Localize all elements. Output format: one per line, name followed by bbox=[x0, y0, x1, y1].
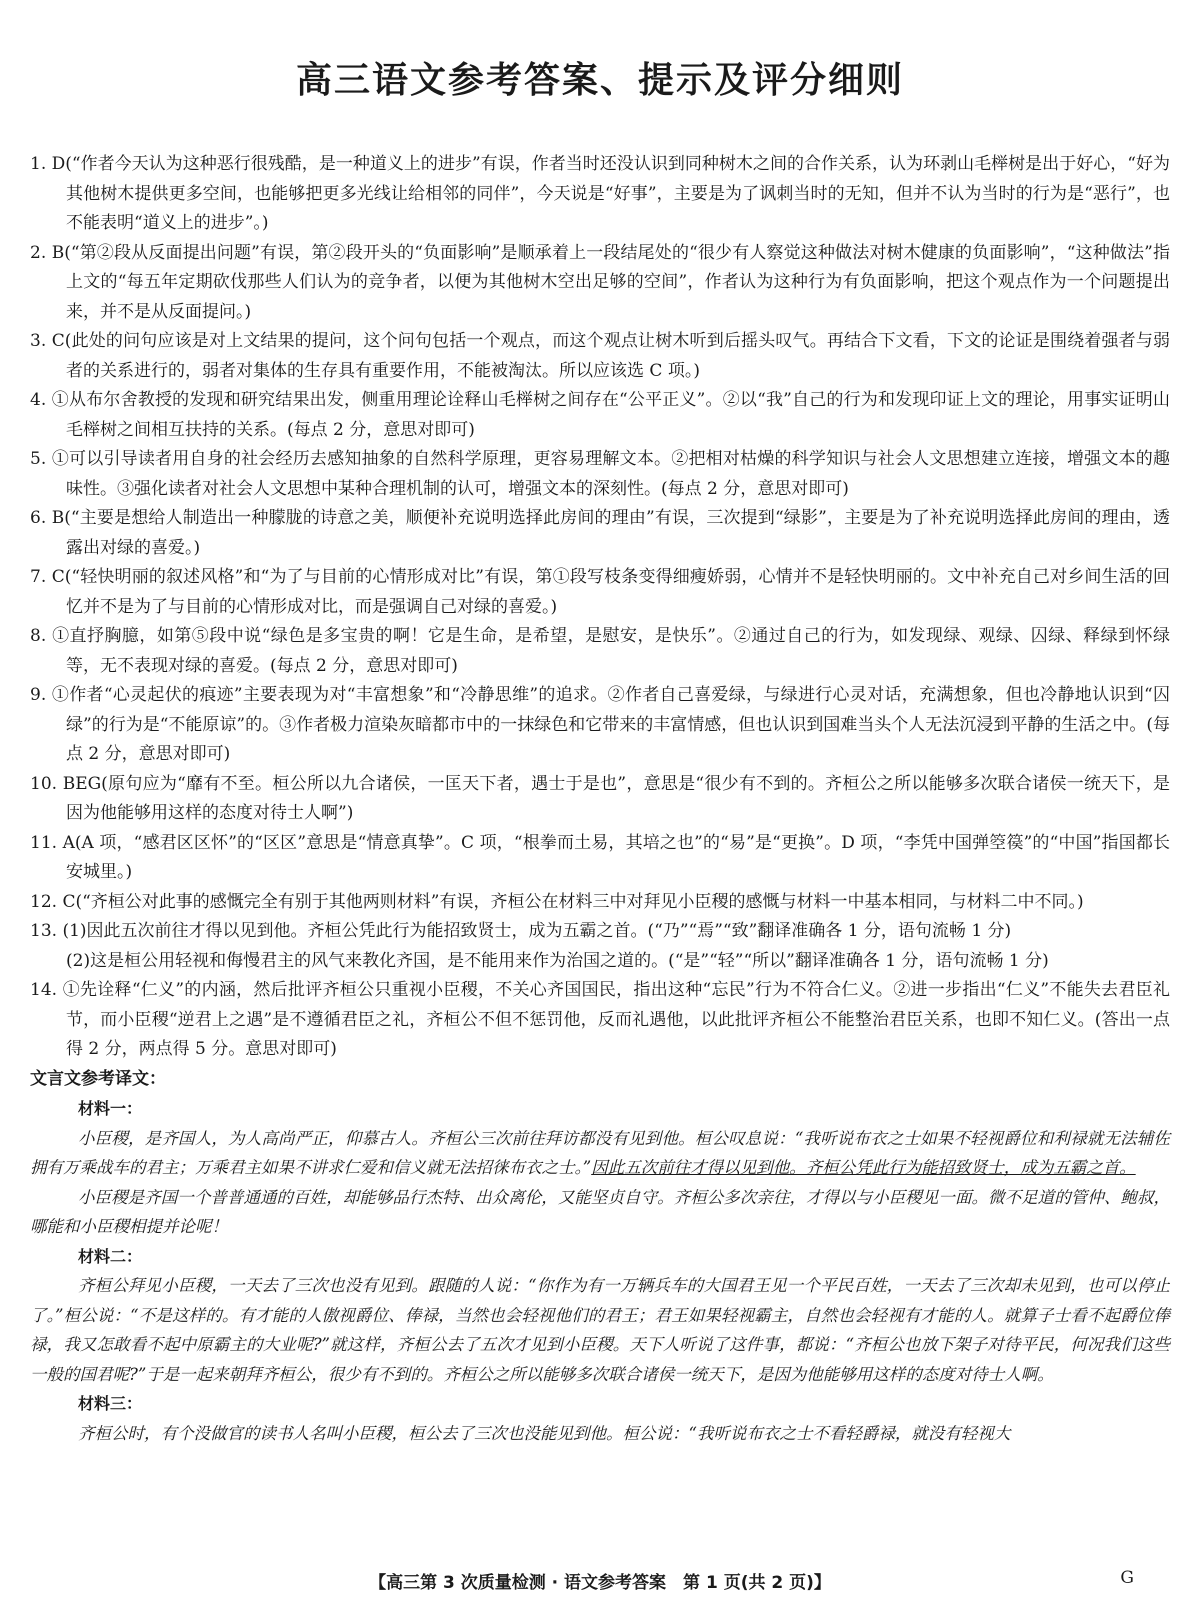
material-1-underlined-text: 因此五次前往才得以见到他。齐桓公凭此行为能招致贤士，成为五霸之首。 bbox=[591, 1158, 1136, 1177]
material-3-paragraph: 齐桓公时，有个没做官的读书人名叫小臣稷，桓公去了三次也没能见到他。桓公说：“我听说布衣之士不看轻爵禄，就没有轻视大 bbox=[78, 1423, 1011, 1443]
page-footer: 【高三第 3 次质量检测 · 语文参考答案 第 1 页(共 2 页)】 bbox=[369, 1573, 831, 1593]
material-2-paragraph: 齐桓公拜见小臣稷，一天去了三次也没有见到。跟随的人说：“你作为有一万辆兵车的大国君王见一个平民百姓，一天去了三次却未见到，也可以停止了。”桓公说：“不是这样的。有才能的人傲视爵位、俸禄，当然也会轻视他们的君王；君王如果轻视霸主，自然也会轻视有才能的人。就算子士看不起爵位俸禄，我又怎敢看不起中原霸主的大业呢?”就这样，齐桓公去了五次才见到小臣稷。天下人听说了这件事，都说：“齐桓公也放下架子对待平民，何况我们这些一般的国君呢?”于是一起来朝拜齐桓公，很少有不到的。齐桓公之所以能够多次联合诸侯一统天下，是因为他能够用这样的态度对待士人啊。 bbox=[30, 1276, 1170, 1384]
translation-heading: 文言文参考译文： bbox=[30, 1068, 166, 1089]
material-1-paragraph-1 bbox=[30, 1124, 1170, 1183]
answer-item-8: 8. ①直抒胸臆，如第⑤段中说“绿色是多宝贵的啊！它是生命，是希望，是慰安，是快乐”。②通过自己的行为，如发现绿、观绿、囚绿、释绿到怀绿等，无不表现对绿的喜爱。(每点 2 分，意思对即可) bbox=[30, 626, 1170, 676]
answer-item-13-part2: (2)这是桓公用轻视和侮慢君主的风气来教化齐国，是不能用来作为治国之道的。(“是”“轻”“所以”翻译准确各 1 分，语句流畅 1 分) bbox=[66, 950, 1049, 971]
answer-item-13-part1: 13. (1)因此五次前往才得以见到他。齐桓公凭此行为能招致贤士，成为五霸之首。(“乃”“焉”“致”翻译准确各 1 分，语句流畅 1 分) bbox=[30, 921, 1012, 941]
answers-content bbox=[30, 150, 1170, 1448]
answer-item-11: 11. A(A 项，“感君区区怀”的“区区”意思是“情意真挚”。C 项，“根拳而土易，其培之也”的“易”是“更换”。D 项，“李凭中国弹箜篌”的“中国”指国都长安城里。) bbox=[30, 832, 1170, 882]
material-2-heading: 材料二： bbox=[78, 1246, 143, 1266]
answer-item-5: 5. ①可以引导读者用自身的社会经历去感知抽象的自然科学原理，更容易理解文本。②把相对枯燥的科学知识与社会人文思想建立连接，增强文本的趣味性。③强化读者对社会人文思想中某种合理机制的认可，增强文本的深刻性。(每点 2 分，意思对即可) bbox=[30, 449, 1170, 499]
answer-item-7: 7. C(“轻快明丽的叙述风格”和“为了与目前的心情形成对比”有误，第①段写枝条变得细瘦娇弱，心情并不是轻快明丽的。文中补充自己对乡间生活的回忆并不是为了与目前的心情形成对比，而是强调自己对绿的喜爱。) bbox=[30, 567, 1170, 617]
answer-item-1: 1. D(“作者今天认为这种恶行很残酷，是一种道义上的进步”有误，作者当时还没认识到同种树木之间的合作关系，认为环剥山毛榉树是出于好心，“好为其他树木提供更多空间，也能够把更多光线让给相邻的同伴”，今天说是“好事”，主要是为了讽刺当时的无知，但并不认为当时的行为是“恶行”，也不能表明“道义上的进步”。) bbox=[30, 154, 1170, 233]
answer-item-2: 2. B(“第②段从反面提出问题”有误，第②段开头的“负面影响”是顺承着上一段结尾处的“很少有人察觉这种做法对树木健康的负面影响”，“这种做法”指上文的“每五年定期砍伐那些人们认为的竞争者，以便为其他树木空出足够的空间”，作者认为这种行为有负面影响，把这个观点作为一个问题提出来，并不是从反面提问。) bbox=[30, 242, 1170, 322]
answer-item-3: 3. C(此处的问句应该是对上文结果的提问，这个问句包括一个观点，而这个观点让树木听到后摇头叹气。再结合下文看，下文的论证是围绕着强者与弱者的关系进行的，弱者对集体的生存具有重要作用，不能被淘汰。所以应该选 C 项。) bbox=[30, 331, 1170, 381]
answer-item-10: 10. BEG(原句应为“靡有不至。桓公所以九合诸侯，一匡天下者，遇士于是也”，意思是“很少有不到的。齐桓公之所以能够多次联合诸侯一统天下，是因为他能够用这样的态度对待士人啊”) bbox=[30, 773, 1170, 823]
answer-item-12: 12. C(“齐桓公对此事的感慨完全有别于其他两则材料”有误，齐桓公在材料三中对拜见小臣稷的感慨与材料一中基本相同，与材料二中不同。) bbox=[30, 891, 1084, 912]
footer-version-code: G bbox=[1120, 1568, 1134, 1588]
answer-item-4: 4. ①从布尔舍教授的发现和研究结果出发，侧重用理论诠释山毛榉树之间存在“公平正义”。②以“我”自己的行为和发现印证上文的理论，用事实证明山毛榉树之间相互扶持的关系。(每点 2 分，意思对即可) bbox=[30, 390, 1170, 440]
answer-item-6: 6. B(“主要是想给人制造出一种朦胧的诗意之美，顺便补充说明选择此房间的理由”有误，三次提到“绿影”，主要是为了补充说明选择此房间的理由，透露出对绿的喜爱。) bbox=[30, 508, 1170, 558]
material-1-text: 小臣稷，是齐国人，为人高尚严正，仰慕古人。齐桓公三次前往拜访都没有见到他。桓公叹息说：“我听说布衣之士如果不轻视爵位和利禄就无法辅佐拥有万乘战车的君主；万乘君主如果不讲求仁爱和信义就无法招徕布衣之士。” bbox=[30, 1128, 1170, 1177]
answer-item-14: 14. ①先诠释“仁义”的内涵，然后批评齐桓公只重视小臣稷，不关心齐国国民，指出这种“忘民”行为不符合仁义。②进一步指出“仁义”不能失去君臣礼节，而小臣稷“逆君上之遇”是不遵循君臣之礼，齐桓公不但不惩罚他，反而礼遇他，以此批评齐桓公不能整治君臣关系，也即不知仁义。(答出一点得 2 分，两点得 5 分。意思对即可) bbox=[30, 980, 1170, 1059]
page-title: 高三语文参考答案、提示及评分细则 bbox=[295, 60, 904, 101]
material-1-paragraph-2: 小臣稷是齐国一个普普通通的百姓，却能够品行杰特、出众离伦，又能坚贞自守。齐桓公多次亲往，才得以与小臣稷见一面。微不足道的管仲、鲍叔，哪能和小臣稷相提并论呢！ bbox=[30, 1187, 1170, 1236]
material-3-heading: 材料三： bbox=[78, 1394, 143, 1413]
material-1-heading: 材料一： bbox=[78, 1099, 143, 1118]
answer-item-9: 9. ①作者“心灵起伏的痕迹”主要表现为对“丰富想象”和“冷静思维”的追求。②作者自己喜爱绿，与绿进行心灵对话，充满想象，但也冷静地认识到“囚绿”的行为是“不能原谅”的。③作者极力渲染灰暗都市中的一抹绿色和它带来的丰富情感，但也认识到国难当头个人无法沉浸到平静的生活之中。(每点 2 分，意思对即可) bbox=[30, 685, 1170, 764]
